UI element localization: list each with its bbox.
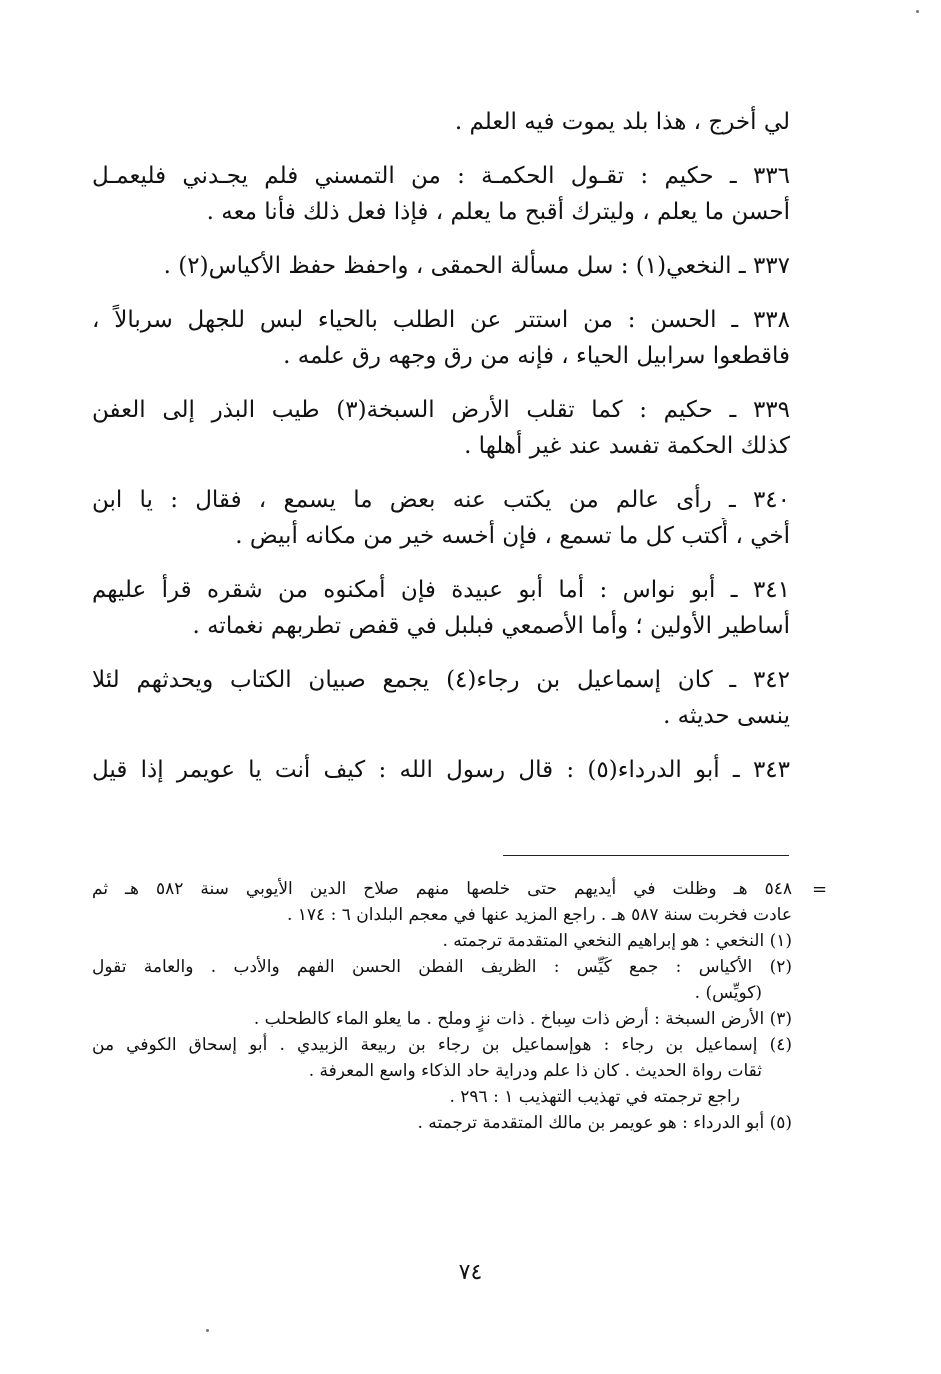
text-line: ٣٤١ ـ أبو نواس : أما أبو عبيدة فإن أمكنوه من شقره قرأ عليهم — [92, 577, 790, 603]
text-line: ٣٤٢ ـ كان إسماعيل بن رجاء(٤) يجمع صبيان الكتاب ويحدثهم لئلا — [92, 667, 790, 693]
footnote-line: ثقات رواة الحديث . كان ذا علم ودراية حاد الذكاء واسع المعرفة . — [308, 1061, 762, 1081]
footnote-2: (٢) الأكياس : جمع كَيِّس : الظريف الفطن الحسن الفهم والأدب . والعامة تقول — [92, 957, 792, 977]
text-line: أخي ، أُكتب كل ما تسمع ، فإن أخسه خير من مكانه أبيض . — [235, 523, 790, 549]
text-line: ٣٣٨ ـ الحسن : من استتر عن الطلب بالحياء لبس للجهل سربالاً ، — [92, 307, 790, 333]
footnote-line: عادت فخربت سنة ٥٨٧ هـ . راجع المزيد عنها في معجم البلدان ٦ : ١٧٤ . — [286, 905, 792, 925]
text-line: ٣٣٩ ـ حكيم : كما تقلب الأرض السبخة(٣) طيب البذر إلى العفن — [92, 397, 790, 423]
entry-336 — [92, 158, 790, 230]
continuation-mark: = — [812, 879, 828, 900]
entry-341 — [92, 572, 790, 644]
footnotes — [92, 876, 792, 1136]
text-line: أحسن ما يعلم ، وليترك أقبح ما يعلم ، فإذا فعل ذلك فأنا معه . — [206, 199, 790, 225]
text-line: ٣٣٧ ـ النخعي(١) : سل مسألة الحمقى ، واحفظ حفظ الأكياس(٢) . — [163, 253, 790, 279]
footnote-line: (كويِّس) . — [694, 983, 762, 1003]
footnote-line: راجع ترجمته في تهذيب التهذيب ١ : ٢٩٦ . — [449, 1087, 740, 1107]
entry-338 — [92, 302, 790, 374]
entry-339 — [92, 392, 790, 464]
entry-342 — [92, 662, 790, 734]
page-number: ٧٤ — [458, 1260, 483, 1285]
text-line: ٣٤٠ ـ رأى عالم من يكتب عنه بعض ما يسمع ، فقال : يا ابن — [92, 487, 790, 513]
text-line: ينسى حديثه . — [663, 703, 790, 729]
text-line: فاقطعوا سرابيل الحياء ، فإنه من رق وجهه رق علمه . — [283, 343, 790, 369]
entry-337 — [92, 248, 790, 284]
text-line: أساطير الأولين ؛ وأما الأصمعي فبلبل في قفص تطربهم نغماته . — [192, 613, 790, 639]
entry-343 — [92, 752, 790, 788]
footnote-5: (٥) أبو الدرداء : هو عويمر بن مالك المتقدمة ترجمته . — [417, 1113, 792, 1133]
footnote-divider — [503, 855, 789, 856]
text-line: ٣٣٦ ـ حكيم : تقـول الحكمـة : من التمسني فلم يجـدني فليعمـل — [92, 163, 790, 189]
footnote-1: (١) النخعي : هو إبراهيم النخعي المتقدمة ترجمته . — [442, 931, 792, 951]
entry-340 — [92, 482, 790, 554]
text-line: ٣٤٣ ـ أبو الدرداء(٥) : قال رسول الله : كيف أنت يا عويمر إذا قيل — [92, 757, 790, 783]
scan-speck — [206, 1329, 209, 1332]
footnote-line: ٥٤٨ هـ وظلت في أيديهم حتى خلصها منهم صلاح الدين الأيوبي سنة ٥٨٢ هـ ثم — [92, 879, 792, 899]
text-line: لي أخرج ، هذا بلد يموت فيه العلم . — [454, 109, 790, 135]
scan-speck — [916, 10, 919, 13]
footnote-3: (٣) الأرض السبخة : أرض ذات سِباخ . ذات نزٍ وملح . ما يعلو الماء كالطحلب . — [253, 1009, 792, 1029]
main-text — [92, 104, 790, 788]
footnote-4: (٤) إسماعيل بن رجاء : هوإسماعيل بن رجاء بن ربيعة الزبيدي . أبو إسحاق الكوفي من — [92, 1035, 792, 1055]
text-line: كذلك الحكمة تفسد عند غير أهلها . — [464, 433, 790, 459]
